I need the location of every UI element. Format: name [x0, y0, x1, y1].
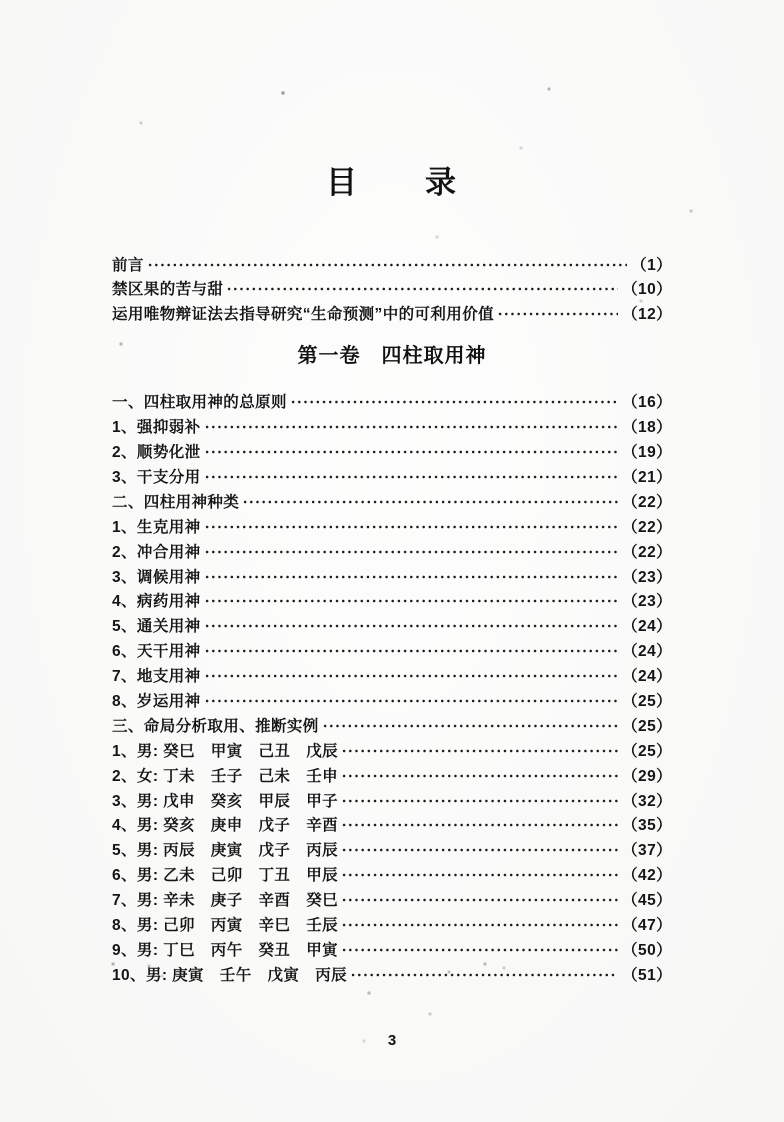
page-number: 3	[387, 1032, 397, 1050]
toc-entry-page: （50）	[622, 941, 672, 959]
toc-entry	[112, 613, 672, 638]
toc-entry-page: （37）	[622, 842, 672, 860]
toc-entry-label: 6、男: 乙未 己卯 丁丑 甲辰	[112, 867, 338, 885]
toc-entry	[112, 439, 672, 464]
dot-leader-icon	[322, 718, 618, 734]
toc-entry	[112, 688, 672, 713]
dot-leader-icon	[204, 643, 619, 659]
toc-entry-page: （12）	[622, 305, 672, 323]
toc-entry	[112, 464, 672, 489]
dot-leader-icon	[341, 867, 618, 883]
dot-leader-icon	[341, 917, 618, 933]
toc-entry-page: （24）	[622, 668, 672, 686]
toc-entry-page: （51）	[622, 966, 672, 984]
toc-entry-page: （23）	[622, 568, 672, 586]
toc-content	[112, 0, 672, 1049]
toc-entry-label: 4、男: 癸亥 庚申 戊子 辛酉	[112, 817, 338, 835]
toc-entry-label: 一、四柱取用神的总原则	[112, 394, 287, 412]
page-title: 目 录	[326, 165, 458, 200]
dot-leader-icon	[204, 519, 619, 535]
dot-leader-icon	[350, 967, 618, 983]
toc-entry-label: 5、通关用神	[112, 618, 201, 636]
toc-entry-label: 禁区果的苦与甜	[112, 281, 224, 299]
toc-entry	[112, 276, 672, 300]
dot-leader-icon	[147, 257, 627, 273]
dot-leader-icon	[204, 593, 619, 609]
toc-entry-page: （29）	[622, 767, 672, 785]
toc-entry-page: （24）	[622, 618, 672, 636]
toc-entry-label: 4、病药用神	[112, 593, 201, 611]
toc-entry	[112, 663, 672, 688]
dot-leader-icon	[204, 618, 619, 634]
dot-leader-icon	[204, 469, 619, 485]
toc-entry-label: 3、调候用神	[112, 568, 201, 586]
toc-entry	[112, 488, 672, 513]
toc-entry-page: （42）	[622, 867, 672, 885]
toc-entry	[112, 513, 672, 538]
toc-entry	[112, 862, 672, 887]
toc-entry-label: 1、生克用神	[112, 518, 201, 536]
toc-entry-label: 9、男: 丁巳 丙午 癸丑 甲寅	[112, 941, 338, 959]
toc-entry	[112, 252, 672, 276]
toc-entry-page: （10）	[622, 281, 672, 299]
toc-entry-page: （22）	[622, 543, 672, 561]
toc-entry	[112, 961, 672, 986]
toc-entry-label: 8、男: 己卯 丙寅 辛巳 壬辰	[112, 917, 338, 935]
dot-leader-icon	[204, 569, 619, 585]
toc-entry-page: （25）	[622, 717, 672, 735]
toc-entry-page: （16）	[622, 394, 672, 412]
toc-entry	[112, 389, 672, 414]
toc-entry-page: （24）	[622, 643, 672, 661]
scan-noise	[0, 0, 2, 2]
dot-leader-icon	[341, 942, 618, 958]
toc-entry-label: 1、强抑弱补	[112, 419, 201, 437]
toc-entry-label: 3、男: 戊申 癸亥 甲辰 甲子	[112, 792, 338, 810]
toc-entry-page: （45）	[622, 892, 672, 910]
dot-leader-icon	[290, 394, 618, 410]
toc-entry	[112, 912, 672, 937]
toc-entry-label: 6、天干用神	[112, 643, 201, 661]
toc-entry-label: 10、男: 庚寅 壬午 戊寅 丙辰	[112, 966, 348, 984]
toc-entry	[112, 787, 672, 812]
toc-entry-page: （35）	[622, 817, 672, 835]
toc-entry	[112, 712, 672, 737]
dot-leader-icon	[204, 419, 619, 435]
toc-entry	[112, 936, 672, 961]
toc-entry-page: （47）	[622, 917, 672, 935]
toc-entry	[112, 563, 672, 588]
toc-entry-page: （22）	[622, 493, 672, 511]
dot-leader-icon	[341, 842, 618, 858]
toc-entry-label: 7、地支用神	[112, 668, 201, 686]
toc-entry-label: 3、干支分用	[112, 469, 201, 486]
toc-entry-page: （19）	[622, 444, 672, 462]
toc-entry-label: 三、命局分析取用、推断实例	[112, 717, 319, 735]
dot-leader-icon	[204, 668, 619, 684]
dot-leader-icon	[341, 817, 618, 833]
dot-leader-icon	[204, 444, 619, 460]
toc-entry-page: （23）	[622, 593, 672, 611]
toc-entry	[112, 538, 672, 563]
dot-leader-icon	[242, 494, 618, 510]
toc-entry-label: 二、四柱用神种类	[112, 493, 240, 511]
toc-entry-page: （1）	[631, 257, 672, 275]
toc-entry-page: （18）	[622, 419, 672, 437]
toc-entry-label: 前言	[112, 257, 144, 275]
toc-entry-label: 2、女: 丁未 壬子 己未 壬申	[112, 767, 338, 785]
toc-entry-label: 1、男: 癸巳 甲寅 己丑 戊辰	[112, 742, 338, 760]
toc-entry-label: 运用唯物辩证法去指导研究“生命预测”中的可利用价值	[112, 305, 495, 323]
toc-entry-page: （22）	[622, 518, 672, 536]
dot-leader-icon	[341, 892, 618, 908]
toc-entry	[112, 414, 672, 439]
toc-entry	[112, 887, 672, 912]
toc-entry-page: （32）	[622, 792, 672, 810]
toc-entry	[112, 588, 672, 613]
toc-entry	[112, 301, 672, 325]
toc-entry-label: 5、男: 丙辰 庚寅 戊子 丙辰	[112, 842, 338, 860]
dot-leader-icon	[497, 306, 618, 322]
toc-entry	[112, 638, 672, 663]
front-matter-list	[112, 252, 672, 325]
dot-leader-icon	[341, 768, 618, 784]
toc-entry-page: （25）	[622, 742, 672, 760]
toc-entry	[112, 737, 672, 762]
toc-entry-page: （25）	[622, 693, 672, 711]
dot-leader-icon	[341, 743, 618, 759]
toc-entry-label: 2、顺势化泄	[112, 444, 201, 462]
toc-entry-label: 2、冲合用神	[112, 543, 201, 561]
toc-entry-label: 8、岁运用神	[112, 693, 201, 711]
section-title: 第一卷 四柱取用神	[297, 344, 487, 367]
chapter-entry-list	[112, 389, 672, 986]
toc-entry	[112, 837, 672, 862]
dot-leader-icon	[204, 693, 619, 709]
dot-leader-icon	[341, 793, 618, 809]
dot-leader-icon	[226, 281, 618, 297]
toc-entry	[112, 812, 672, 837]
toc-entry-label: 7、男: 辛未 庚子 辛酉 癸巳	[112, 892, 338, 910]
toc-entry-page: （21）	[622, 469, 672, 486]
toc-entry	[112, 762, 672, 787]
dot-leader-icon	[204, 544, 619, 560]
